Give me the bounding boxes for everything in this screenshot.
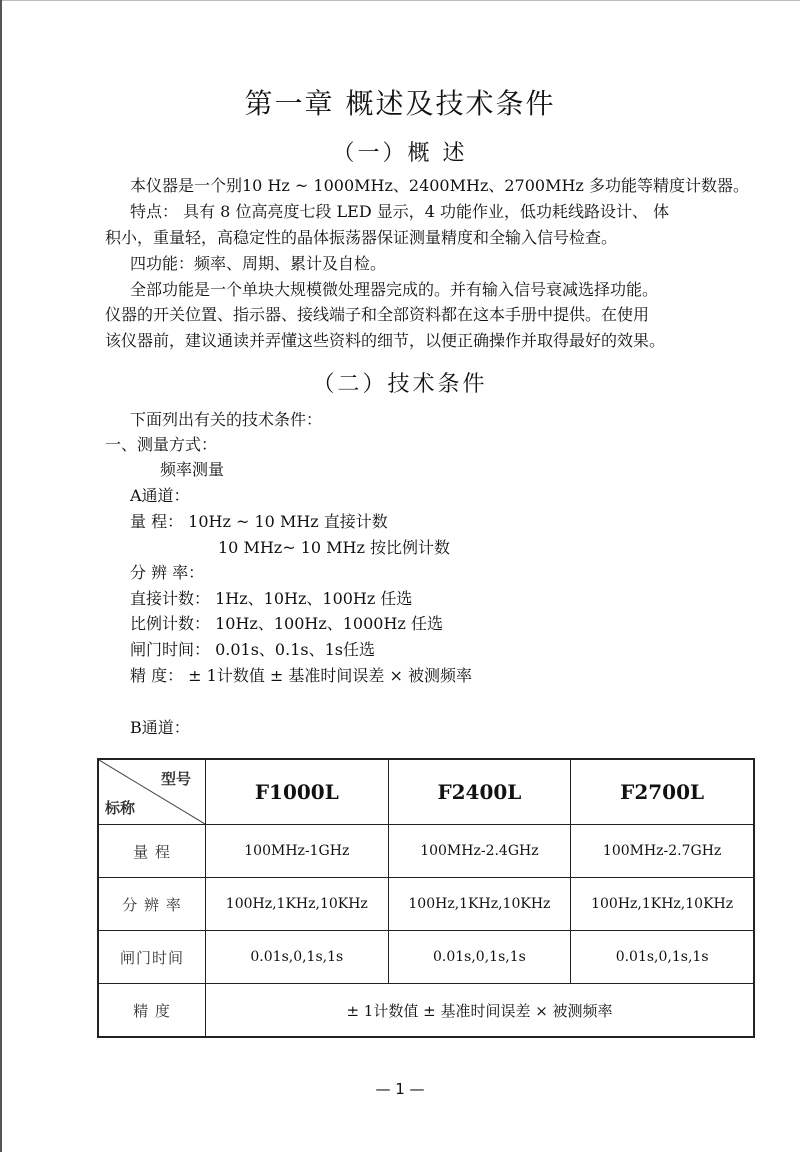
- table-row: [98, 825, 754, 878]
- tech-line: 分 辨 率：: [130, 563, 205, 582]
- table-corner-cell: [98, 759, 206, 825]
- table-cell: 100Hz,1KHz,10KHz: [388, 878, 571, 931]
- table-row: [98, 931, 754, 984]
- section-title-tech-specs: （二）技术条件: [312, 372, 488, 397]
- tech-line: 频率测量: [160, 460, 225, 479]
- overview-line: 仪器的开关位置、指示器、接线端子和全部资料都在这本手册中提供。在使用: [105, 305, 650, 324]
- model-header-f1000l: F1000L: [206, 759, 389, 825]
- overview-line: 特点： 具有 8 位高亮度七段 LED 显示，4 功能作业，低功耗线路设计、 体: [130, 202, 670, 221]
- table-cell: 100Hz,1KHz,10KHz: [206, 878, 389, 931]
- tech-line: 直接计数： 1Hz、10Hz、100Hz 任选: [130, 589, 413, 608]
- tech-line: 闸门时间： 0.01s、0.1s、1s任选: [130, 640, 375, 659]
- overview-line: 全部功能是一个单块大规模微处理器完成的。并有输入信号衰减选择功能。: [130, 280, 659, 299]
- overview-line: 本仪器是一个别10 Hz ~ 1000MHz、2400MHz、2700MHz 多功能等精度计数器。: [130, 176, 749, 195]
- model-header-f2700l: F2700L: [571, 759, 754, 825]
- table-cell: 100MHz-2.7GHz: [571, 825, 754, 878]
- overview-line: 四功能：频率、周期、累计及自检。: [130, 254, 387, 273]
- table-cell: 100MHz-1GHz: [206, 825, 389, 878]
- tech-line: 下面列出有关的技术条件：: [130, 410, 323, 429]
- tech-line: 10 MHz~ 10 MHz 按比例计数: [218, 538, 451, 557]
- table-row-accuracy: [98, 984, 754, 1038]
- table-cell: 0.01s,0,1s,1s: [571, 931, 754, 984]
- table-cell: 100MHz-2.4GHz: [388, 825, 571, 878]
- tech-line: A通道：: [130, 486, 190, 505]
- tech-line: 一、测量方式：: [105, 435, 218, 454]
- table-header-row: [98, 759, 754, 825]
- row-label: 闸门时间: [98, 931, 206, 984]
- table-row: [98, 878, 754, 931]
- row-label: 分 辨 率: [98, 878, 206, 931]
- table-cell: 100Hz,1KHz,10KHz: [571, 878, 754, 931]
- tech-line: 精 度： ± 1计数值 ± 基准时间误差 × 被测频率: [130, 666, 473, 685]
- model-header-f2400l: F2400L: [388, 759, 571, 825]
- spec-table: [97, 758, 755, 1038]
- section-title-overview: （一）概 述: [332, 141, 468, 166]
- overview-line: 该仪器前，建议通读并弄懂这些资料的细节，以便正确操作并取得最好的效果。: [105, 331, 666, 350]
- overview-line: 积小，重量轻，高稳定性的晶体振荡器保证测量精度和全输入信号检查。: [105, 228, 618, 247]
- tech-line: B通道：: [130, 718, 190, 737]
- chapter-title: 第一章 概述及技术条件: [244, 87, 556, 120]
- table-cell: 0.01s,0,1s,1s: [206, 931, 389, 984]
- page-left-edge: [0, 0, 2, 1152]
- tech-line: 量 程： 10Hz ~ 10 MHz 直接计数: [130, 512, 388, 531]
- table-cell: 0.01s,0,1s,1s: [388, 931, 571, 984]
- header-spec-label: 标称: [105, 799, 136, 817]
- tech-line: 比例计数： 10Hz、100Hz、1000Hz 任选: [130, 614, 443, 633]
- row-label: 量 程: [98, 825, 206, 878]
- header-model-label: 型号: [160, 770, 191, 788]
- page-top-edge: [0, 0, 800, 1]
- page-number: — 1 —: [375, 1080, 425, 1098]
- accuracy-value: ± 1计数值 ± 基准时间误差 × 被测频率: [206, 984, 755, 1038]
- row-label: 精 度: [98, 984, 206, 1038]
